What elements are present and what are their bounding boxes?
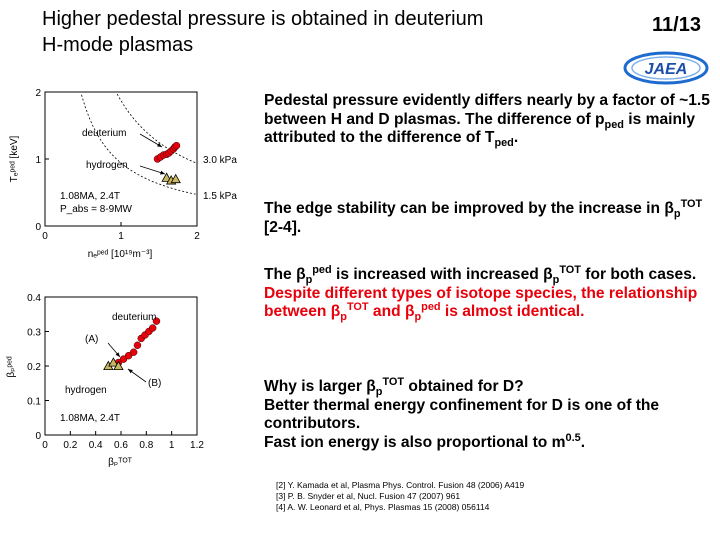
annotation: deuterium: [112, 312, 157, 323]
y-tick-label: 0: [35, 431, 41, 442]
y-tick-label: 0: [35, 222, 41, 233]
title-line-2: H-mode plasmas: [42, 34, 194, 56]
x-tick-label: 0.4: [88, 440, 103, 451]
x-tick-label: 0: [42, 440, 48, 451]
x-tick-label: 2: [194, 231, 200, 242]
references: [276, 480, 524, 513]
logo-text: JAEA: [644, 61, 688, 78]
slide-title: [42, 6, 602, 58]
x-tick-label: 0: [42, 231, 48, 242]
x-tick-label: 0.6: [114, 440, 128, 451]
paragraph-why-larger-beta: Why is larger $\beta_p^{TOT}$ obtained for D? Better thermal energy confinement for D is one of the contributors. Fast ion energy is also proportional to $m^{0.5}$.: [264, 375, 660, 451]
y-tick-label: 0.4: [27, 293, 41, 304]
x-axis-label: nₑᵖᵉᵈ [10¹⁹m⁻³]: [87, 249, 153, 260]
y-tick-label: 0.2: [27, 362, 41, 373]
x-axis-label: βₚᵀᴼᵀ: [108, 457, 132, 468]
y-tick-label: 1: [35, 155, 41, 166]
paragraph-beta-relationship: The $\beta_p^{ped}$ is increased with increased $\beta_p^{TOT}$ for both cases. Despite different types of isotope species, the relationship between $\beta_p^{TOT}$ and $\beta_p^{ped}$ is almost identical.: [264, 263, 698, 324]
annotation: hydrogen: [65, 385, 107, 396]
isobar-line: [117, 94, 197, 163]
chart-2-plot: [6, 293, 204, 468]
annotation: deuterium: [82, 128, 127, 139]
x-tick-label: 1.2: [190, 440, 204, 451]
reference-2: [2] Y. Kamada et al, Plasma Phys. Control. Fusion 48 (2006) A419: [276, 480, 525, 490]
isobar-label: 3.0 kPa: [203, 155, 237, 166]
deuterium-point: [134, 342, 141, 349]
deuterium-point: [173, 142, 180, 149]
reference-3: [3] P. B. Snyder et al, Nucl. Fusion 47 (2007) 961: [276, 491, 461, 501]
y-tick-label: 0.1: [27, 396, 41, 408]
annotation: hydrogen: [86, 160, 128, 171]
highlight-text: Despite different types of isotope species, the relationship between $\beta_p^{TOT}$ and $\beta_p^{ped}$ is almost identical.: [264, 284, 698, 324]
annotation-arrowhead: [160, 171, 165, 175]
chart-1-plot: [9, 88, 237, 260]
x-tick-label: 0.2: [63, 440, 78, 451]
deuterium-point: [149, 325, 156, 332]
annotation: (B): [148, 378, 162, 389]
annotation-arrowhead: [128, 369, 133, 373]
paragraph-edge-stability: The edge stability can be improved by the increase in $\beta_p^{TOT}$ [2-4].: [264, 197, 703, 236]
jaea-logo: [622, 50, 710, 86]
y-tick-label: 2: [35, 88, 41, 99]
x-tick-label: 0.8: [139, 440, 154, 451]
x-tick-label: 1: [118, 231, 124, 242]
chart-te-vs-ne: [0, 80, 262, 270]
annotation: P_abs = 8-9MW: [60, 204, 132, 215]
x-tick-label: 1: [168, 440, 175, 451]
y-axis-label: Tₑᵖᵉᵈ [keV]: [9, 135, 20, 183]
isobar-label: 1.5 kPa: [203, 191, 237, 202]
annotation: (A): [85, 334, 99, 345]
annotation: 1.08MA, 2.4T: [60, 413, 121, 424]
deuterium-point: [130, 349, 137, 356]
title-line-1: Higher pedestal pressure is obtained in deuterium: [42, 8, 484, 30]
annotation: 1.08MA, 2.4T: [60, 191, 121, 202]
reference-4: [4] A. W. Leonard et al, Phys. Plasmas 15 (2008) 056114: [276, 502, 490, 512]
y-tick-label: 0.3: [27, 327, 41, 339]
annotation-arrowhead: [157, 143, 162, 147]
page-number: 11/13: [652, 14, 701, 36]
y-axis-label: βₚᵖᵉᵈ: [6, 356, 17, 378]
paragraph-pedestal-pressure: Pedestal pressure evidently differs nearly by a factor of ~1.5 between H and D plasmas. The difference of $p_{ped}$ is mainly attributed to the difference of $T_{ped}$.: [264, 92, 710, 150]
chart-betaped-vs-betatot: [0, 285, 262, 475]
